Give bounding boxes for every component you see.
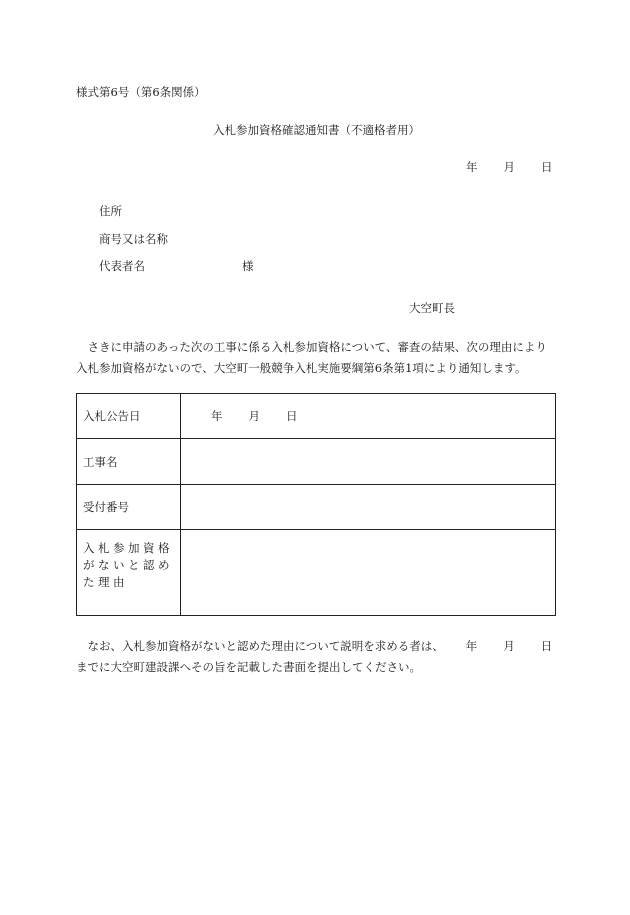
reason-label: 入札参加資格がないと認めた理由 (77, 530, 181, 615)
receipt-number-value (181, 485, 555, 529)
address-label: 住所 (99, 204, 122, 218)
form-number: 様式第6号（第6条関係） (76, 85, 206, 99)
notice-date-label: 入札公告日 (77, 394, 181, 438)
notice-date-month: 月 (248, 409, 260, 423)
issue-date-year: 年 (466, 160, 478, 174)
honorific: 様 (242, 259, 254, 273)
note-deadline-month: 月 (503, 639, 515, 653)
note-paragraph (76, 636, 556, 678)
note-text-after: までに大空町建設課へその旨を記載した書面を提出してください。 (76, 660, 421, 674)
note-text-before: なお、入札参加資格がないと認めた理由について説明を求める者は、 (87, 639, 444, 653)
project-name-label: 工事名 (77, 439, 181, 484)
notice-date-year: 年 (211, 409, 223, 423)
body-paragraph: さきに申請のあった次の工事に係る入札参加資格について、審査の結果、次の理由により入札参加資格がないので、大空町一般競争入札実施要綱第6条第1項により通知します。 (76, 340, 547, 375)
table-row-notice-date (77, 394, 555, 439)
document-title: 入札参加資格確認通知書（不適格者用） (213, 123, 420, 137)
issue-date-day: 日 (541, 160, 553, 174)
issuer-name: 大空町長 (409, 301, 455, 315)
issue-date (466, 162, 553, 174)
notice-date-day: 日 (286, 409, 298, 423)
table-row-receipt-number (77, 485, 555, 530)
company-name-label: 商号又は名称 (99, 232, 168, 246)
issue-date-month: 月 (503, 160, 515, 174)
reason-value (181, 530, 555, 615)
details-table (76, 393, 556, 616)
notice-date-value (181, 394, 555, 438)
table-row-reason (77, 530, 555, 615)
table-row-project-name (77, 439, 555, 485)
project-name-value (181, 439, 555, 484)
representative-label: 代表者名 (99, 259, 145, 273)
note-deadline-day: 日 (540, 639, 553, 653)
receipt-number-label: 受付番号 (77, 485, 181, 529)
note-deadline-year: 年 (465, 639, 478, 653)
